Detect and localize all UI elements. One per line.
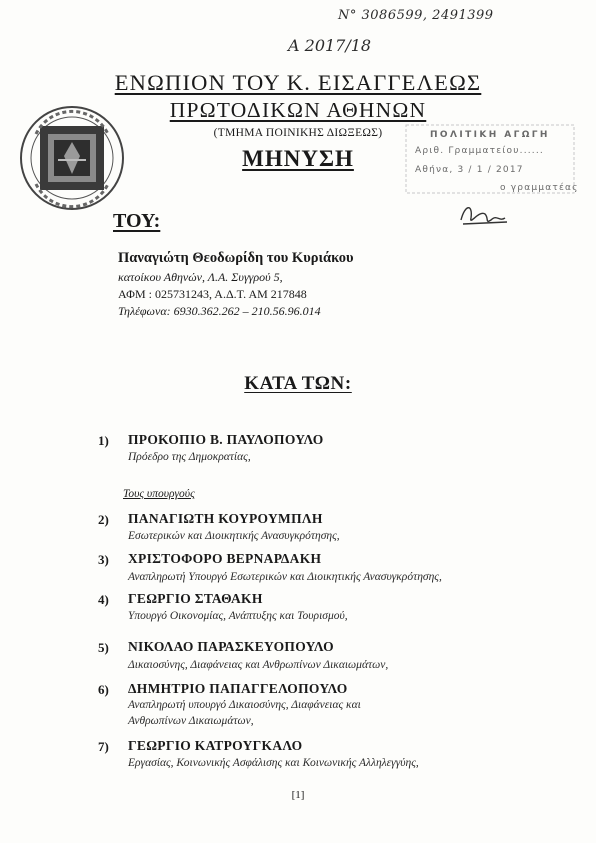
header-line-1: ΕΝΩΠΙΟΝ ΤΟΥ Κ. ΕΙΣΑΓΓΕΛΕΩΣ xyxy=(114,70,482,95)
signature-icon xyxy=(455,200,515,230)
defendant-name: ΓΕΩΡΓΙΟ ΣΤΑΘΑΚΗ xyxy=(128,591,263,606)
complainant-phones: Τηλέφωνα: 6930.362.262 – 210.56.96.014 xyxy=(118,304,321,318)
defendant-name: ΓΕΩΡΓΙΟ ΚΑΤΡΟΥΓΚΑΛΟ xyxy=(128,738,303,753)
defendant-name: ΔΗΜΗΤΡΙΟ ΠΑΠΑΓΓΕΛΟΠΟΥΛΟ xyxy=(128,681,348,696)
handwritten-case-number: Α 2017/18 xyxy=(288,36,372,55)
document-type-title: ΜΗΝΥΣΗ xyxy=(242,146,354,171)
complainant-residence: κατοίκου Αθηνών, Λ.Α. Συγγρού 5, xyxy=(118,270,283,284)
defendant-role: Δικαιοσύνης, Διαφάνειας και Ανθρωπίνων Δικαιωμάτων, xyxy=(128,659,389,671)
defendant-role: Υπουργό Οικονομίας, Ανάπτυξης και Τουρισμού, xyxy=(128,610,348,622)
list-item-number: 6) xyxy=(98,682,109,697)
complainant-name: Παναγιώτη Θεοδωρίδη του Κυριάκου xyxy=(118,250,354,266)
defendant-name: ΧΡΙΣΤΟΦΟΡΟ ΒΕΡΝΑΡΔΑΚΗ xyxy=(128,551,322,566)
list-item-number: 7) xyxy=(98,739,109,754)
stamp-line-4: ο γραμματέας xyxy=(500,183,579,193)
defendant-name: ΝΙΚΟΛΑΟ ΠΑΡΑΣΚΕΥΟΠΟΥΛΟ xyxy=(128,639,334,654)
defendant-role: Εσωτερικών και Διοικητικής Ανασυγκρότησης, xyxy=(128,530,340,542)
defendant-role-continued: Ανθρωπίνων Δικαιωμάτων, xyxy=(128,715,254,727)
list-item-number: 5) xyxy=(98,640,109,655)
list-item-number: 3) xyxy=(98,552,109,567)
complainant-heading: ΤΟΥ: xyxy=(113,210,161,232)
defendant-role: Εργασίας, Κοινωνικής Ασφάλισης και Κοινωνικής Αλληλεγγύης, xyxy=(128,757,419,769)
defendant-role: Αναπληρωτή Υπουργό Εσωτερικών και Διοικητικής Ανασυγκρότησης, xyxy=(128,571,442,583)
ministers-label: Τους υπουργούς xyxy=(123,488,195,500)
stamp-line-2: Αριθ. Γραμματείου...... xyxy=(415,146,544,156)
header-line-2: ΠΡΩΤΟΔΙΚΩΝ ΑΘΗΝΩΝ xyxy=(169,98,427,122)
defendant-role: Πρόεδρο της Δημοκρατίας, xyxy=(128,451,251,463)
list-item-number: 1) xyxy=(98,433,109,448)
defendant-name: ΠΡΟΚΟΠΙΟ Β. ΠΑΥΛΟΠΟΥΛΟ xyxy=(128,432,324,447)
list-item-number: 4) xyxy=(98,592,109,607)
against-heading: ΚΑΤΑ ΤΩΝ: xyxy=(244,373,352,394)
handwritten-reference-numbers: Ν° 3086599, 2491399 xyxy=(338,8,494,23)
header-line-3: (ΤΜΗΜΑ ΠΟΙΝΙΚΗΣ ΔΙΩΞΕΩΣ) xyxy=(213,127,383,139)
page-number: [1] xyxy=(291,789,305,801)
defendant-name: ΠΑΝΑΓΙΩΤΗ ΚΟΥΡΟΥΜΠΛΗ xyxy=(128,511,323,526)
official-seal-icon xyxy=(18,104,126,212)
stamp-line-3: Αθήνα, 3 / 1 / 2017 xyxy=(415,165,524,175)
defendant-role: Αναπληρωτή υπουργό Δικαιοσύνης, Διαφάνειας και xyxy=(128,699,361,711)
list-item-number: 2) xyxy=(98,512,109,527)
complainant-ids: ΑΦΜ : 025731243, Α.Δ.Τ. ΑΜ 217848 xyxy=(118,287,307,301)
stamp-line-1: ΠΟΛΙΤΙΚΗ ΑΓΩΓΗ xyxy=(430,130,550,140)
